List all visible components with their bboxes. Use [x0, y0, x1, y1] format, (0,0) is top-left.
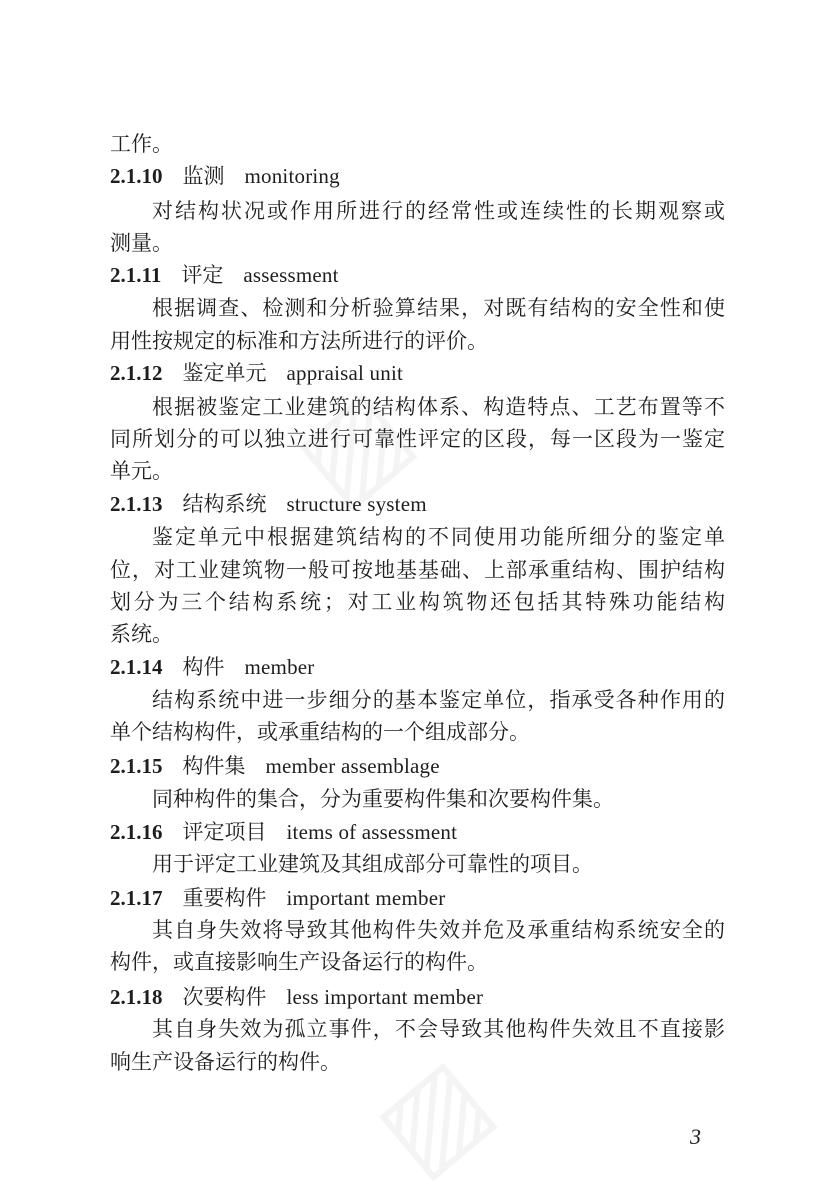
- term-heading: [110, 359, 725, 387]
- term-english: important member: [286, 886, 446, 910]
- text-line: 测量。: [110, 231, 173, 255]
- text-line: 鉴定单元中根据建筑结构的不同使用功能所细分的鉴定单: [152, 525, 725, 549]
- term-chinese: 构件集: [182, 754, 246, 778]
- term-number: 2.1.17: [110, 886, 163, 910]
- text-line: 构件，或直接影响生产设备运行的构件。: [110, 950, 488, 974]
- text-line: 系统。: [110, 622, 173, 646]
- text-line: 用性按规定的标准和方法所进行的评价。: [110, 329, 488, 353]
- term-number: 2.1.11: [110, 263, 162, 287]
- text-line: 对结构状况或作用所进行的经常性或连续性的长期观察或: [152, 199, 725, 223]
- term-heading: [110, 653, 725, 681]
- term-chinese: 构件: [182, 655, 225, 679]
- term-chinese: 结构系统: [182, 492, 267, 516]
- term-chinese: 重要构件: [182, 886, 267, 910]
- text-line: 根据调查、检测和分析验算结果，对既有结构的安全性和使: [152, 296, 725, 320]
- text-line: 单个结构构件，或承重结构的一个组成部分。: [110, 720, 530, 744]
- term-number: 2.1.14: [110, 655, 163, 679]
- term-number: 2.1.12: [110, 361, 163, 385]
- term-heading: [110, 490, 725, 518]
- term-heading: [110, 983, 725, 1011]
- text-line: 单元。: [110, 459, 173, 483]
- term-number: 2.1.10: [110, 164, 163, 188]
- term-english: appraisal unit: [286, 361, 404, 385]
- text-line: 其自身失效将导致其他构件失效并危及承重结构系统安全的: [152, 918, 725, 942]
- term-heading: [110, 162, 725, 190]
- text-line: 根据被鉴定工业建筑的结构体系、构造特点、工艺布置等不: [152, 395, 725, 419]
- text-line: 划分为三个结构系统；对工业构筑物还包括其特殊功能结构: [110, 590, 725, 614]
- text-line: 结构系统中进一步细分的基本鉴定单位，指承受各种作用的: [152, 688, 725, 712]
- term-number: 2.1.18: [110, 985, 163, 1009]
- term-chinese: 次要构件: [182, 985, 267, 1009]
- term-number: 2.1.15: [110, 754, 163, 778]
- page-number: 3: [690, 1124, 701, 1149]
- term-english: less important member: [286, 985, 484, 1009]
- term-english: assessment: [243, 263, 339, 287]
- text-line: 同所划分的可以独立进行可靠性评定的区段，每一区段为一鉴定: [110, 427, 725, 451]
- text-line: 响生产设备运行的构件。: [110, 1050, 341, 1074]
- term-english: structure system: [286, 492, 427, 516]
- text-line: 同种构件的集合，分为重要构件集和次要构件集。: [152, 787, 614, 811]
- term-number: 2.1.16: [110, 820, 163, 844]
- term-heading: [110, 818, 725, 846]
- text-line: 用于评定工业建筑及其组成部分可靠性的项目。: [152, 852, 593, 876]
- term-english: member: [244, 655, 315, 679]
- term-heading: [110, 261, 725, 289]
- term-chinese: 鉴定单元: [182, 361, 267, 385]
- term-chinese: 评定: [181, 263, 224, 287]
- term-heading: [110, 884, 725, 912]
- term-heading: [110, 752, 725, 780]
- text-line: 位，对工业建筑物一般可按地基基础、上部承重结构、围护结构: [110, 558, 725, 582]
- term-number: 2.1.13: [110, 492, 163, 516]
- term-english: monitoring: [244, 164, 340, 188]
- term-chinese: 监测: [182, 164, 225, 188]
- text-line: 工作。: [110, 132, 173, 156]
- text-line: 其自身失效为孤立事件，不会导致其他构件失效且不直接影: [152, 1017, 725, 1041]
- term-chinese: 评定项目: [182, 820, 267, 844]
- term-english: member assemblage: [265, 754, 440, 778]
- term-english: items of assessment: [286, 820, 458, 844]
